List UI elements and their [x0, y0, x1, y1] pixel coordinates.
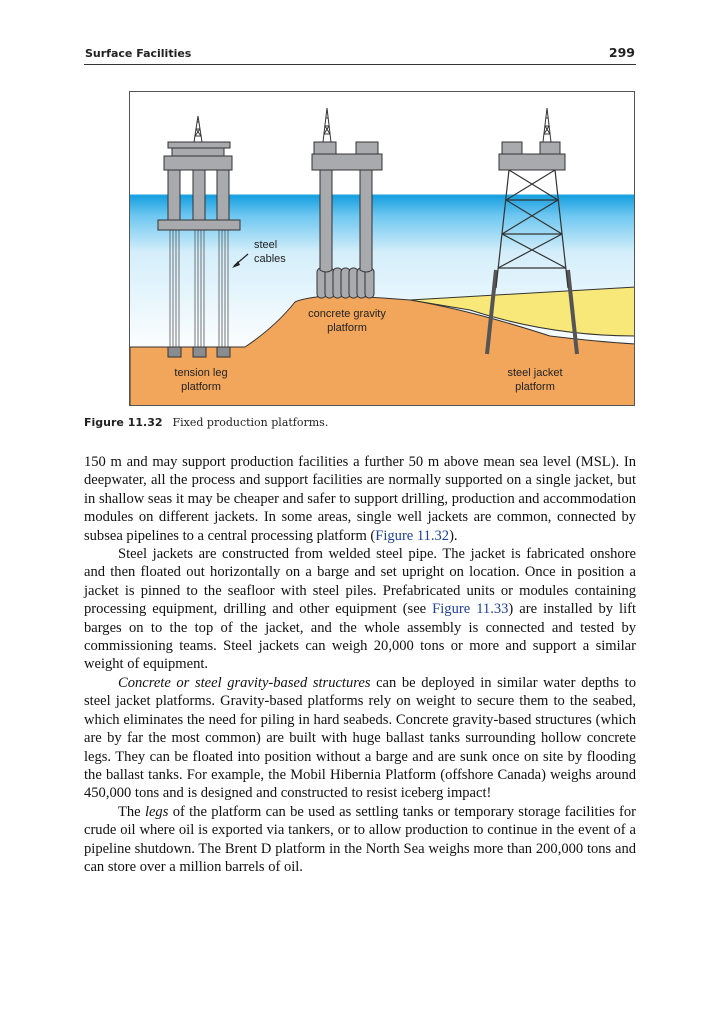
page-number: 299 — [608, 45, 635, 60]
label-steel-cables-1: steel — [254, 239, 278, 251]
emphasis-text: legs — [144, 803, 169, 820]
section-title: Surface Facilities — [85, 47, 192, 60]
label-concrete-gravity-1: concrete gravity — [308, 308, 386, 320]
deck-module — [314, 142, 336, 154]
deck — [164, 156, 232, 170]
paragraph — [84, 545, 636, 674]
body-text — [84, 453, 636, 876]
figure-caption — [84, 416, 636, 429]
column — [193, 170, 205, 220]
deck — [499, 154, 565, 170]
label-tension-leg-1: tension leg — [174, 367, 228, 379]
label-tension-leg-2: platform — [181, 381, 221, 393]
label-steel-jacket-1: steel jacket — [507, 367, 563, 379]
paragraph — [84, 674, 636, 803]
concrete-leg — [320, 170, 332, 272]
label-concrete-gravity-2: platform — [327, 322, 367, 334]
column — [168, 170, 180, 220]
figure-link[interactable]: Figure 11.33 — [432, 601, 509, 618]
anchor-block — [217, 347, 230, 357]
deck-module — [356, 142, 378, 154]
label-steel-jacket-2: platform — [515, 381, 555, 393]
figure-platforms — [129, 91, 635, 406]
running-header — [84, 44, 636, 65]
text-run: The — [118, 803, 145, 820]
platforms-illustration — [130, 92, 635, 406]
deck-module — [540, 142, 560, 154]
text-run: Steel jackets are constructed from welded steel pipe. The jacket is fabricated onshore and then floated out horizontally on a barge and set upright on location. Once in position a jacket is pinned to the seafloor with steel piles. Prefabricated units or modules containing processing equipment, drilling and other equipment (see — [84, 546, 636, 618]
emphasis-text: Concrete or steel gravity-based structures — [118, 674, 371, 691]
pontoon — [158, 220, 240, 230]
column — [217, 170, 229, 220]
label-steel-cables-2: cables — [254, 253, 286, 265]
concrete-leg — [360, 170, 372, 272]
text-run: ). — [449, 527, 458, 544]
text-run: ) are installed by lift barges on to the top of the jacket, and the whole assembly is connected and tested by commissioning teams. Steel jackets can weigh 20,000 tons or more and support a similar weight of equipment. — [84, 601, 637, 673]
caption-text: Fixed production platforms. — [172, 416, 329, 429]
text-run: of the platform can be used as settling tanks or temporary storage facilities for crude oil where oil is exported via tankers, or to allow production to continue in the event of a pipeline shutdown. The Brent D platform in the North Sea weighs more than 200,000 tons and can store over a million barrels of oil. — [84, 803, 636, 875]
anchor-block — [168, 347, 181, 357]
paragraph — [84, 453, 636, 545]
paragraph — [84, 803, 636, 877]
deck — [312, 154, 382, 170]
text-run: 150 m and may support production facilities a further 50 m above mean sea level (MSL). In deepwater, all the process and support facilities are normally supported on a single jacket, but in shallow seas it may be cheaper and safer to support drilling, production and accommodation modules on different jackets. In some areas, single well jackets are common, connected by subsea pipelines to a central processing platform ( — [84, 454, 636, 544]
deck-top — [168, 142, 230, 148]
anchor-block — [193, 347, 206, 357]
text-run: can be deployed in similar water depths to steel jacket platforms. Gravity-based platforms rely on weight to secure them to the seabed, which eliminates the need for piling in hard seabeds. Concrete gravity-based structures (which are by far the most common) are built with huge ballast tanks surrounding hollow concrete legs. They can be floated into position without a barge and are sunk once on site by flooding the ballast tanks. For example, the Mobil Hibernia Platform (offshore Canada) weighs around 450,000 tons and is designed and constructed to resist iceberg impact! — [84, 674, 636, 802]
figure-link[interactable]: Figure 11.32 — [375, 527, 450, 544]
caption-number: Figure 11.32 — [84, 416, 163, 429]
deck-module — [502, 142, 522, 154]
ballast-tanks — [317, 268, 374, 298]
deck-module — [172, 148, 224, 156]
